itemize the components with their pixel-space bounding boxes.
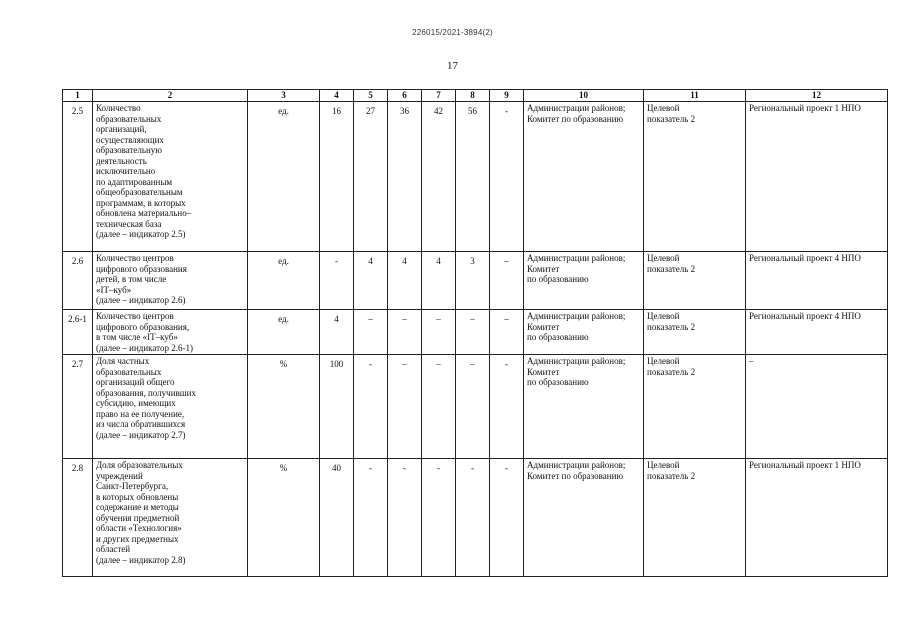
regional-project-cell: Региональный проект 4 НПО <box>746 252 888 310</box>
indicator-description-line: программам, в которых <box>96 197 186 208</box>
column-header-6: 6 <box>388 90 422 102</box>
column-header-12: 12 <box>746 90 888 102</box>
regional-project-cell: Региональный проект 4 НПО <box>746 310 888 355</box>
executor-cell-line: Администрации районов; <box>527 460 626 470</box>
target-indicator-cell-line: Целевой <box>647 460 680 470</box>
row-number: 2.8 <box>63 459 93 577</box>
indicator-description-line: (далее – индикатор 2.6) <box>96 295 186 305</box>
value-col-9: - <box>490 102 524 252</box>
table-row <box>63 459 888 577</box>
table-body <box>63 102 888 577</box>
executor-cell-line: Администрации районов; <box>527 311 626 321</box>
value-col-5: – <box>354 310 388 355</box>
value-col-8: 3 <box>456 252 490 310</box>
value-col-4: 100 <box>320 355 354 459</box>
target-indicator-cell-line: Целевой <box>647 253 680 263</box>
executor-cell-line: по образованию <box>527 377 589 387</box>
value-col-4: 4 <box>320 310 354 355</box>
indicator-description-line: областей <box>96 544 131 554</box>
target-indicator-cell-line: показатель 2 <box>647 263 696 274</box>
indicator-description-line: право на ее получение, <box>96 408 185 419</box>
value-col-4: - <box>320 252 354 310</box>
indicator-description-line: организаций общего <box>96 377 175 387</box>
unit-cell: % <box>248 355 320 459</box>
indicator-description <box>93 102 248 252</box>
table-row <box>63 252 888 310</box>
indicator-description-line: детей, в том числе <box>96 274 167 284</box>
indicator-description-line: Количество центров <box>96 253 174 263</box>
column-header-7: 7 <box>422 90 456 102</box>
column-header-3: 3 <box>248 90 320 102</box>
executor-cell <box>524 252 644 310</box>
executor-cell-line: Комитет <box>527 263 560 274</box>
executor-cell-line: по образованию <box>527 332 589 342</box>
table-row <box>63 102 888 252</box>
indicator-description-line: осуществляющих <box>96 134 164 145</box>
target-indicator-cell-line: Целевой <box>647 356 680 366</box>
value-col-6: – <box>388 310 422 355</box>
table-header-row <box>63 90 888 102</box>
page-number: 17 <box>447 60 458 72</box>
executor-cell <box>524 310 644 355</box>
indicator-description-line: образовательную <box>96 145 163 155</box>
value-col-9: - <box>490 355 524 459</box>
target-indicator-cell-line: Целевой <box>647 103 680 113</box>
value-col-7: 42 <box>422 102 456 252</box>
indicator-description-line: цифрового образования <box>96 263 187 274</box>
executor-cell-line: Комитет по образованию <box>527 113 624 124</box>
indicator-description-line: общеобразовательным <box>96 187 183 197</box>
executor-cell-line: по образованию <box>527 274 589 284</box>
value-col-7: – <box>422 310 456 355</box>
target-indicator-cell-line: показатель 2 <box>647 113 696 124</box>
executor-cell-line: Комитет <box>527 366 560 377</box>
target-indicator-cell <box>644 102 746 252</box>
indicator-description-line: Санкт-Петербурга, <box>96 481 169 491</box>
value-col-6: – <box>388 355 422 459</box>
regional-project-cell: Региональный проект 1 НПО <box>746 459 888 577</box>
indicator-description-line: (далее – индикатор 2.5) <box>96 229 186 239</box>
value-col-9: - <box>490 459 524 577</box>
value-col-6: - <box>388 459 422 577</box>
target-indicator-cell-line: показатель 2 <box>647 321 696 332</box>
indicator-description-line: обучения предметной <box>96 512 180 523</box>
row-number: 2.6 <box>63 252 93 310</box>
unit-cell: ед. <box>248 102 320 252</box>
indicator-description-line: «IT–куб» <box>96 284 132 295</box>
target-indicator-cell-line: показатель 2 <box>647 470 696 481</box>
indicator-description-line: в которых обновлены <box>96 491 179 502</box>
target-indicator-cell <box>644 355 746 459</box>
indicator-table <box>62 89 888 577</box>
column-header-11: 11 <box>644 90 746 102</box>
value-col-8: - <box>456 459 490 577</box>
unit-cell: ед. <box>248 252 320 310</box>
column-header-4: 4 <box>320 90 354 102</box>
executor-cell <box>524 102 644 252</box>
value-col-5: - <box>354 459 388 577</box>
indicator-description <box>93 310 248 355</box>
row-number: 2.6-1 <box>63 310 93 355</box>
value-col-5: 27 <box>354 102 388 252</box>
value-col-6: 36 <box>388 102 422 252</box>
column-header-8: 8 <box>456 90 490 102</box>
column-header-9: 9 <box>490 90 524 102</box>
unit-cell: % <box>248 459 320 577</box>
indicator-description <box>93 459 248 577</box>
indicator-description-line: техническая база <box>96 218 162 229</box>
indicator-description-line: в том числе «IT–куб» <box>96 332 178 342</box>
column-header-10: 10 <box>524 90 644 102</box>
indicator-description-line: субсидию, имеющих <box>96 398 176 408</box>
table-row <box>63 310 888 355</box>
value-col-8: – <box>456 355 490 459</box>
column-header-5: 5 <box>354 90 388 102</box>
indicator-description-line: (далее – индикатор 2.7) <box>96 429 186 440</box>
value-col-6: 4 <box>388 252 422 310</box>
indicator-table-wrapper <box>62 89 888 577</box>
indicator-description-line: содержание и методы <box>96 502 179 512</box>
value-col-5: - <box>354 355 388 459</box>
indicator-description <box>93 252 248 310</box>
target-indicator-cell <box>644 310 746 355</box>
indicator-description-line: цифрового образования, <box>96 321 190 332</box>
column-header-1: 1 <box>63 90 93 102</box>
executor-cell-line: Администрации районов; <box>527 103 626 113</box>
indicator-description <box>93 355 248 459</box>
executor-cell <box>524 355 644 459</box>
indicator-description-line: Доля образовательных <box>96 460 183 470</box>
unit-cell: ед. <box>248 310 320 355</box>
row-number: 2.7 <box>63 355 93 459</box>
regional-project-cell: Региональный проект 1 НПО <box>746 102 888 252</box>
value-col-7: - <box>422 459 456 577</box>
value-col-5: 4 <box>354 252 388 310</box>
indicator-description-line: обновлена материально– <box>96 208 192 218</box>
indicator-description-line: организаций, <box>96 124 147 134</box>
column-header-2: 2 <box>93 90 248 102</box>
indicator-description-line: деятельность <box>96 155 147 166</box>
indicator-description-line: Количество <box>96 103 141 113</box>
indicator-description-line: Количество центров <box>96 311 174 321</box>
executor-cell-line: Администрации районов; <box>527 253 626 263</box>
target-indicator-cell <box>644 252 746 310</box>
value-col-8: – <box>456 310 490 355</box>
target-indicator-cell-line: Целевой <box>647 311 680 321</box>
value-col-4: 16 <box>320 102 354 252</box>
indicator-description-line: Доля частных <box>96 356 150 366</box>
indicator-description-line: из числа обратившихся <box>96 419 186 429</box>
value-col-9: – <box>490 252 524 310</box>
indicator-description-line: образовательных <box>96 113 162 124</box>
row-number: 2.5 <box>63 102 93 252</box>
executor-cell-line: Администрации районов; <box>527 356 626 366</box>
target-indicator-cell-line: показатель 2 <box>647 366 696 377</box>
value-col-4: 40 <box>320 459 354 577</box>
target-indicator-cell <box>644 459 746 577</box>
indicator-description-line: (далее – индикатор 2.6-1) <box>96 342 193 353</box>
document-id: 226015/2021-3894(2) <box>412 28 493 37</box>
table-row <box>63 355 888 459</box>
value-col-7: – <box>422 355 456 459</box>
executor-cell-line: Комитет по образованию <box>527 470 624 481</box>
indicator-description-line: и других предметных <box>96 533 179 544</box>
indicator-description-line: исключительно <box>96 166 156 176</box>
regional-project-cell: – <box>746 355 888 459</box>
indicator-description-line: учреждений <box>96 470 143 481</box>
indicator-description-line: по адаптированным <box>96 176 173 187</box>
indicator-description-line: (далее – индикатор 2.8) <box>96 554 186 565</box>
indicator-description-line: области «Технология» <box>96 523 182 533</box>
value-col-9: – <box>490 310 524 355</box>
indicator-description-line: образовательных <box>96 366 162 377</box>
executor-cell-line: Комитет <box>527 321 560 332</box>
indicator-description-line: образования, получивших <box>96 387 197 398</box>
executor-cell <box>524 459 644 577</box>
value-col-7: 4 <box>422 252 456 310</box>
value-col-8: 56 <box>456 102 490 252</box>
